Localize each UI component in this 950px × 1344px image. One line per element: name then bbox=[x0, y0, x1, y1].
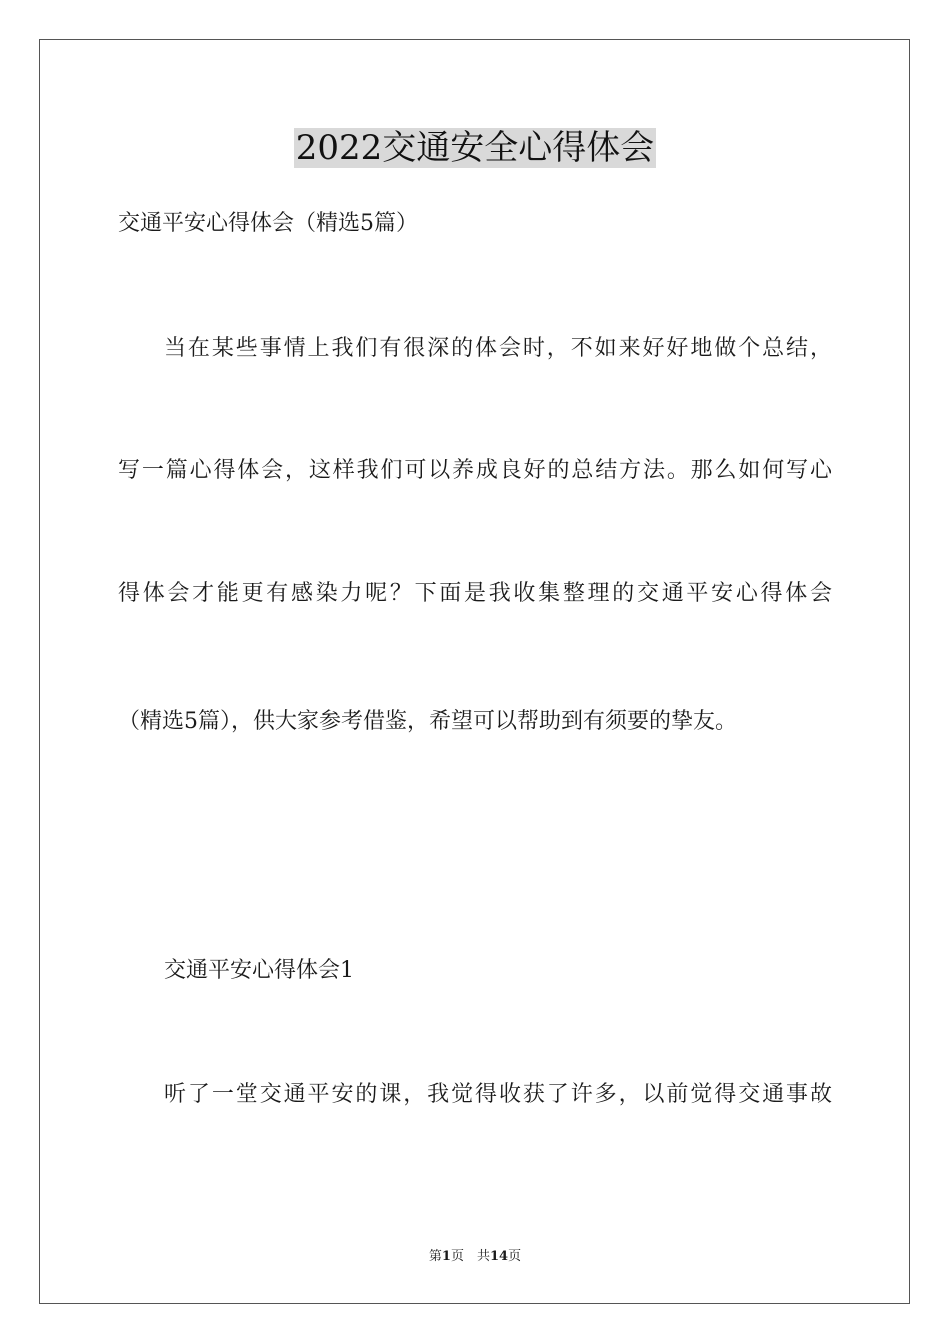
intro-line-1: 当在某些事情上我们有很深的体会时，不如来好好地做个总结， bbox=[164, 336, 832, 361]
intro-line-2: 写一篇心得体会，这样我们可以养成良好的总结方法。那么如何写心 bbox=[118, 458, 832, 483]
document-title: 2022交通安全心得体会 bbox=[295, 128, 655, 168]
section-heading: 交通平安心得体会1 bbox=[164, 958, 354, 983]
footer-page-prefix: 第 bbox=[428, 1249, 442, 1264]
body-line-1: 听了一堂交通平安的课，我觉得收获了许多，以前觉得交通事故 bbox=[164, 1082, 832, 1107]
intro-line-4: （精选5篇），供大家参考借鉴，希望可以帮助到有须要的挚友。 bbox=[118, 709, 737, 734]
page-footer bbox=[0, 1248, 950, 1266]
document-subtitle: 交通平安心得体会（精选5篇） bbox=[118, 211, 418, 236]
footer-page-current: 1 bbox=[441, 1249, 451, 1264]
footer-page-mid: 页 共 bbox=[450, 1249, 490, 1264]
footer-page-suffix: 页 bbox=[508, 1249, 522, 1264]
title-container bbox=[0, 128, 950, 168]
footer-page-total: 14 bbox=[489, 1249, 509, 1264]
intro-line-3: 得体会才能更有感染力呢？下面是我收集整理的交通平安心得体会 bbox=[118, 581, 832, 606]
